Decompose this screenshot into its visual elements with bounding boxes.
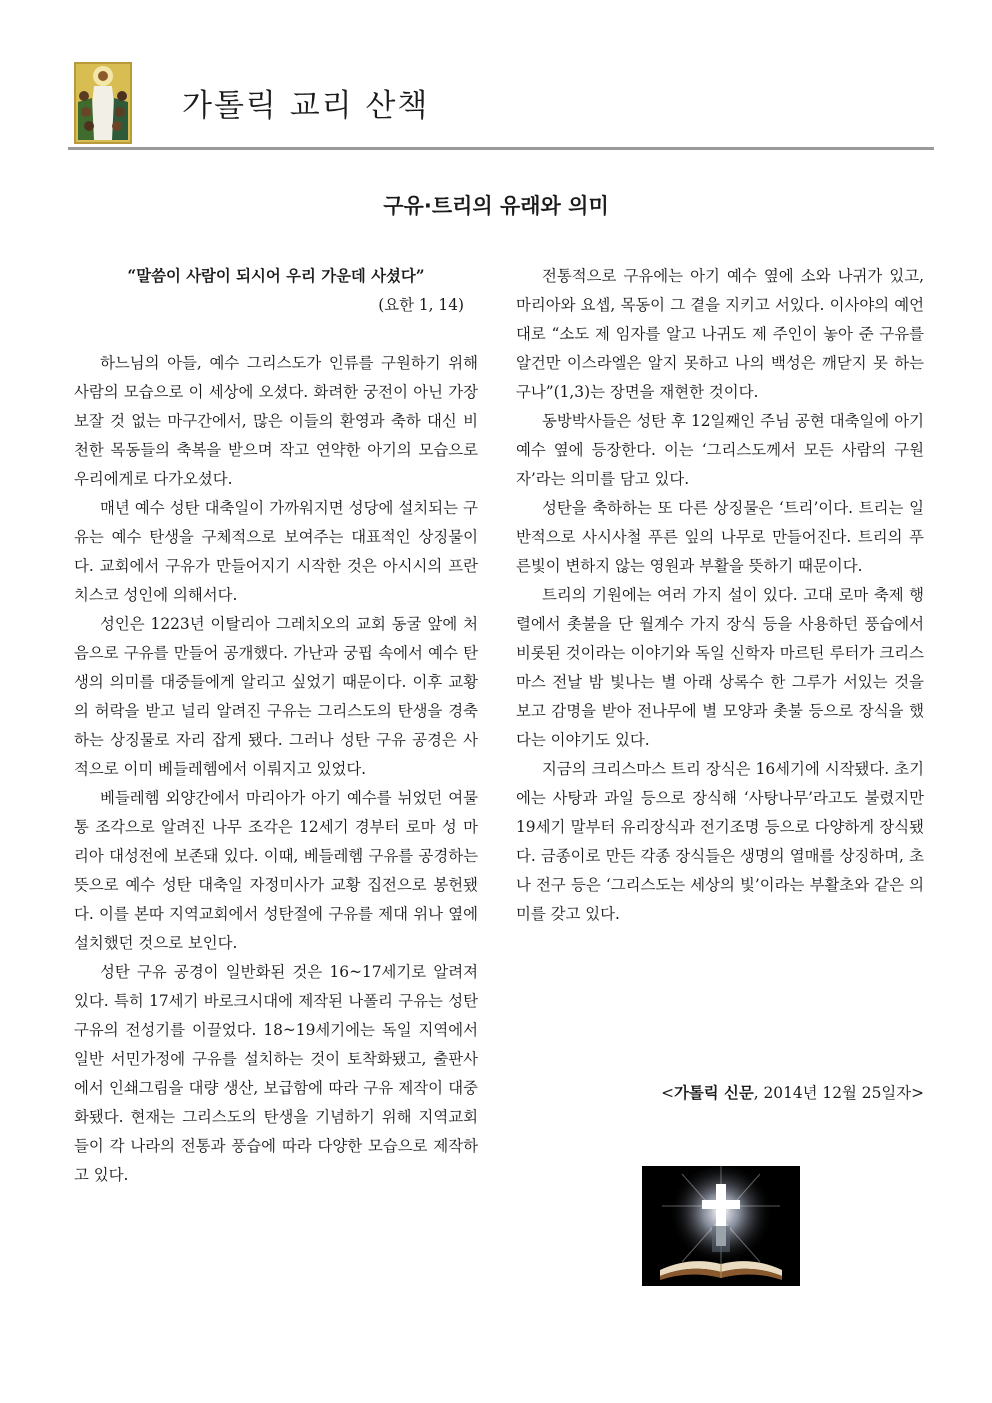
paragraph: 베들레헴 외양간에서 마리아가 아기 예수를 뉘었던 여물통 조각으로 알려진 나무 조각은 12세기 경부터 로마 성 마리아 대성전에 보존돼 있다. 이때, 베들레헴 구유를 공경하는 뜻으로 예수 성탄 대축일 자정미사가 교황 집전으로 봉헌됐다. 이를 본따 지역교회에서 성탄절에 구유를 제대 위나 옆에 설치했던 것으로 보인다.	[74, 789, 478, 952]
glowing-cross-bible-icon	[642, 1166, 800, 1286]
paragraph: 성인은 1223년 이탈리아 그레치오의 교회 동굴 앞에 처음으로 구유를 만들어 공개했다. 가난과 궁핍 속에서 예수 탄생의 의미를 대중들에게 알리고 싶었기 때문이다. 이후 교황의 허락을 받고 널리 알려진 구유는 그리스도의 탄생을 경축하는 상징물로 자리 잡게 됐다. 그러나 성탄 구유 공경은 사적으로 이미 베들레헴에서 이뤄지고 있었다.	[74, 615, 478, 778]
paragraph: 동방박사들은 성탄 후 12일째인 주님 공현 대축일에 아기 예수 옆에 등장한다. 이는 ‘그리스도께서 모든 사람의 구원자’라는 의미를 담고 있다.	[516, 412, 924, 488]
paragraph: 트리의 기원에는 여러 가지 설이 있다. 고대 로마 축제 행렬에서 촛불을 단 월계수 가지 장식 등을 사용하던 풍습에서 비롯된 것이라는 이야기와 독일 신학자 마르틴 루터가 크리스마스 전날 밤 빛나는 별 아래 상록수 한 그루가 서있는 것을 보고 감명을 받아 전나무에 별 모양과 촛불 등으로 장식을 했다는 이야기도 있다.	[516, 586, 924, 749]
jesus-apostles-icon	[74, 62, 132, 144]
paragraph: 매년 예수 성탄 대축일이 가까워지면 성당에 설치되는 구유는 예수 탄생을 구체적으로 보여주는 대표적인 상징물이다. 교회에서 구유가 만들어지기 시작한 것은 아시시의 프란치스코 성인에 의해서다.	[74, 499, 478, 604]
article-title: 구유·트리의 유래와 의미	[383, 194, 609, 218]
source-citation	[661, 1081, 924, 1103]
paragraph: 하느님의 아들, 예수 그리스도가 인류를 구원하기 위해 사람의 모습으로 이 세상에 오셨다. 화려한 궁전이 아닌 가장 보잘 것 없는 마구간에서, 많은 이들의 환영과 축하 대신 비천한 목동들의 축복을 받으며 작고 연약한 아기의 모습으로 우리에게로 다가오셨다.	[74, 354, 478, 488]
source-date: , 2014년 12월 25일자>	[753, 1084, 924, 1102]
paragraph: 전통적으로 구유에는 아기 예수 옆에 소와 나귀가 있고, 마리아와 요셉, 목동이 그 곁을 지키고 서있다. 이사야의 예언대로 “소도 제 임자를 알고 나귀도 제 주인이 놓아 준 구유를 알건만 이스라엘은 알지 못하고 나의 백성은 깨닫지 못 하는구나”(1,3)는 장면을 재현한 것이다.	[516, 267, 924, 401]
left-column	[74, 262, 478, 1190]
paragraph: 지금의 크리스마스 트리 장식은 16세기에 시작됐다. 초기에는 사탕과 과일 등으로 장식해 ‘사탕나무’라고도 불렸지만 19세기 말부터 유리장식과 전기조명 등으로 다양하게 장식됐다. 금종이로 만든 각종 장식들은 생명의 열매를 상징하며, 초나 전구 등은 ‘그리스도는 세상의 빛’이라는 부활초와 같은 의미를 갖고 있다.	[516, 760, 924, 923]
right-column	[516, 262, 924, 929]
epigraph-quote: “말씀이 사람이 되시어 우리 가운데 사셨다”	[127, 267, 425, 285]
paragraph: 성탄 구유 공경이 일반화된 것은 16~17세기로 알려져 있다. 특히 17세기 바로크시대에 제작된 나폴리 구유는 성탄 구유의 전성기를 이끌었다. 18~19세기에는 독일 지역에서 일반 서민가정에 구유를 설치하는 것이 토착화됐고, 출판사에서 인쇄그림을 대량 생산, 보급함에 따라 구유 제작이 대중화됐다. 현재는 그리스도의 탄생을 기념하기 위해 지역교회들이 각 나라의 전통과 풍습에 따라 다양한 모습으로 제작하고 있다.	[74, 963, 478, 1184]
header-divider	[68, 147, 934, 150]
epigraph-citation: (요한 1, 14)	[378, 296, 464, 314]
page-title: 가톨릭 교리 산책	[182, 88, 430, 124]
spacer	[74, 320, 478, 349]
paragraph: 성탄을 축하하는 또 다른 상징물은 ‘트리’이다. 트리는 일반적으로 사시사철 푸른 잎의 나무로 만들어진다. 트리의 푸른빛이 변하지 않는 영원과 부활을 뜻하기 때문이다.	[516, 499, 924, 575]
source-open: <	[661, 1084, 675, 1102]
source-name: 가톨릭 신문	[674, 1084, 754, 1102]
